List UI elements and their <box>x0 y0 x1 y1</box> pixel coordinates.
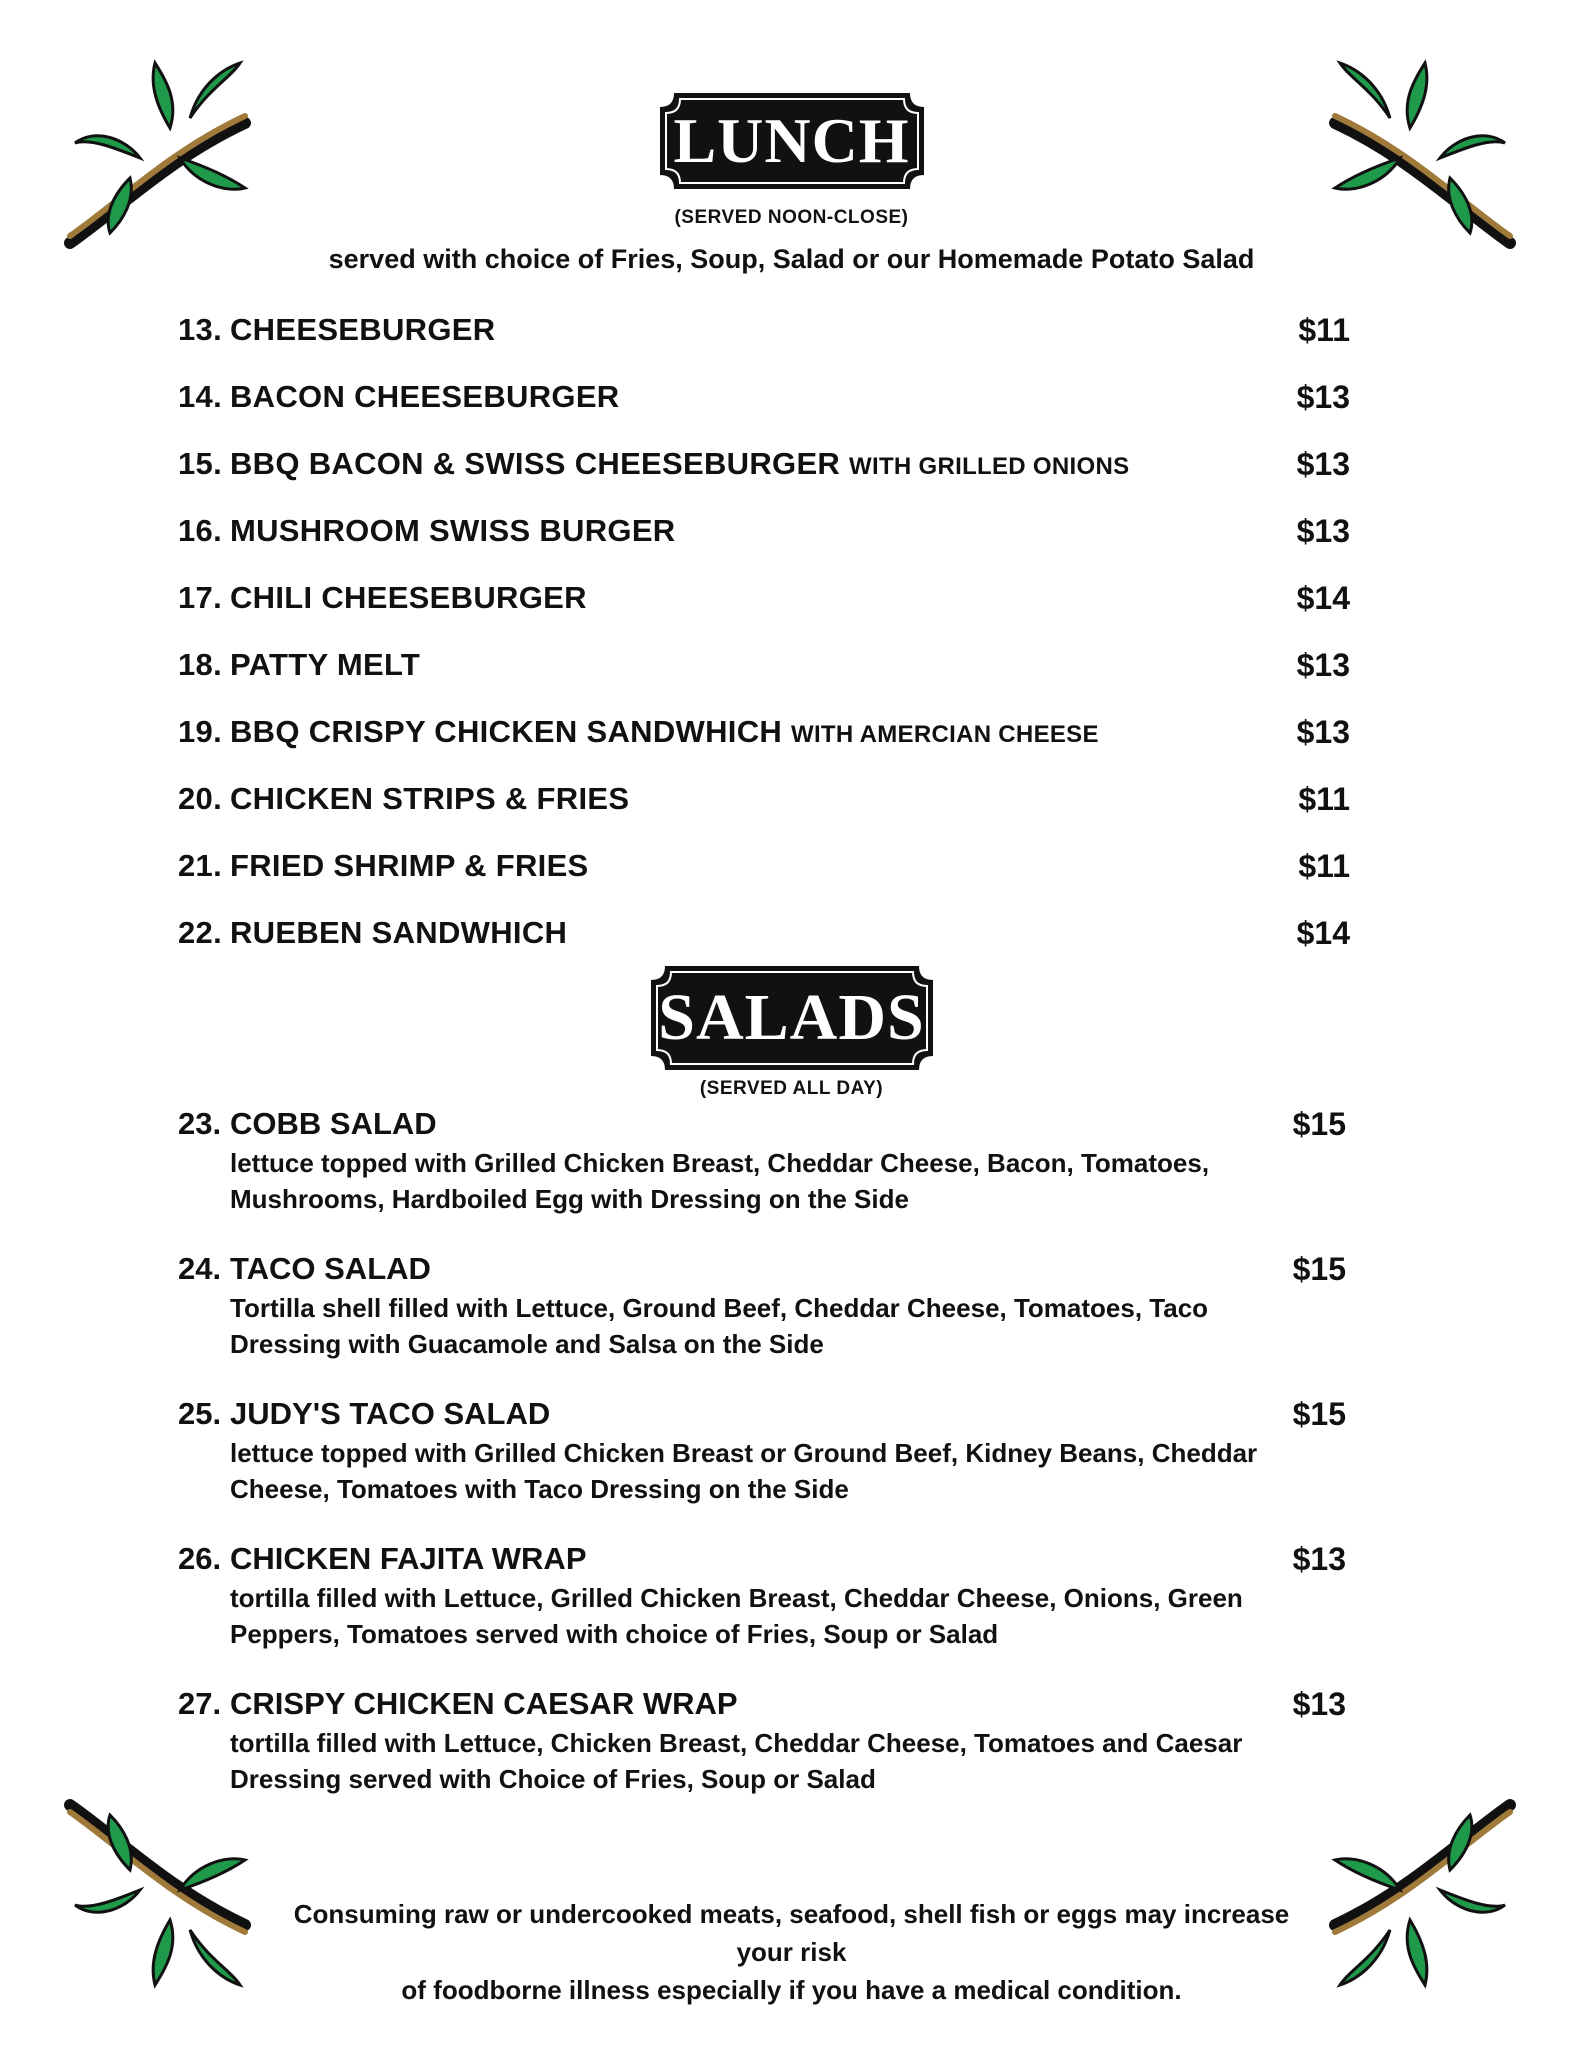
lunch-title: LUNCH <box>673 105 910 176</box>
item-title: TACO SALAD <box>230 1251 431 1286</box>
item-price: $13 <box>1296 378 1350 415</box>
salad-item-header <box>178 1103 1350 1145</box>
salad-item-description: tortilla filled with Lettuce, Chicken Breast, Cheddar Cheese, Tomatoes and Caesar Dressing served with Choice of Fries, Soup or Salad <box>230 1728 1243 1794</box>
item-number: 13. <box>178 312 222 347</box>
item-title: BBQ BACON & SWISS CHEESEBURGER <box>230 446 841 481</box>
salad-item-description: Tortilla shell filled with Lettuce, Ground Beef, Cheddar Cheese, Tomatoes, Taco Dressing with Guacamole and Salsa on the Side <box>230 1293 1209 1359</box>
salads-served-note: (SERVED ALL DAY) <box>699 1078 884 1099</box>
lunch-item <box>178 575 1350 621</box>
item-extra: WITH AMERCIAN CHEESE <box>791 721 1099 748</box>
item-number: 19. <box>178 714 222 749</box>
item-number: 24. <box>178 1251 222 1286</box>
item-number: 25. <box>178 1396 222 1431</box>
item-price: $13 <box>1296 445 1350 482</box>
lunch-item <box>178 709 1350 755</box>
item-extra: WITH GRILLED ONIONS <box>849 453 1130 480</box>
salads-title: SALADS <box>658 981 925 1054</box>
item-title: RUEBEN SANDWHICH <box>230 915 568 950</box>
item-price: $11 <box>1298 847 1350 884</box>
item-price: $11 <box>1298 311 1350 348</box>
lunch-item <box>178 508 1350 554</box>
item-title: BACON CHEESEBURGER <box>230 379 620 414</box>
item-price: $11 <box>1298 780 1350 817</box>
salad-item-name <box>178 1396 550 1432</box>
item-price: $13 <box>1296 646 1350 683</box>
item-title: BBQ CRISPY CHICKEN SANDWHICH <box>230 714 783 749</box>
branch-bottom-left <box>60 1790 260 1990</box>
lunch-item-name <box>178 580 587 616</box>
salad-item <box>178 1393 1350 1507</box>
item-title: JUDY'S TACO SALAD <box>230 1396 551 1431</box>
lunch-item <box>178 843 1350 889</box>
salad-item-header <box>178 1248 1350 1290</box>
item-number: 17. <box>178 580 222 615</box>
salad-item-header <box>178 1683 1350 1725</box>
lunch-item <box>178 374 1350 420</box>
lunch-banner <box>660 93 924 189</box>
item-title: CHICKEN FAJITA WRAP <box>230 1541 587 1576</box>
item-number: 23. <box>178 1106 222 1141</box>
item-title: MUSHROOM SWISS BURGER <box>230 513 676 548</box>
lunch-item-name <box>178 848 589 884</box>
salad-item-name <box>178 1686 738 1722</box>
lunch-item <box>178 910 1350 956</box>
item-number: 21. <box>178 848 222 883</box>
lunch-subline: served with choice of Fries, Soup, Salad or our Homemade Potato Salad <box>328 244 1255 274</box>
lunch-item <box>178 441 1350 487</box>
item-price: $15 <box>1292 1250 1346 1287</box>
salad-item <box>178 1683 1350 1797</box>
lunch-item-name <box>178 446 1129 482</box>
item-number: 27. <box>178 1686 222 1721</box>
item-number: 15. <box>178 446 222 481</box>
notice-line-1: Consuming raw or undercooked meats, seafood, shell fish or eggs may increase your risk <box>293 1899 1290 1967</box>
lunch-item-name <box>178 781 629 817</box>
item-number: 18. <box>178 647 222 682</box>
item-title: CHILI CHEESEBURGER <box>230 580 587 615</box>
item-price: $15 <box>1292 1105 1346 1142</box>
item-title: CRISPY CHICKEN CAESAR WRAP <box>230 1686 738 1721</box>
lunch-item-name <box>178 312 495 348</box>
lunch-item-name <box>178 513 675 549</box>
item-price: $13 <box>1292 1540 1346 1577</box>
lunch-item <box>178 642 1350 688</box>
item-price: $14 <box>1296 914 1350 951</box>
item-number: 14. <box>178 379 222 414</box>
salad-item-name <box>178 1251 431 1287</box>
lunch-item-name <box>178 379 620 415</box>
item-title: CHICKEN STRIPS & FRIES <box>230 781 630 816</box>
item-number: 22. <box>178 915 222 950</box>
lunch-item-name <box>178 647 420 683</box>
lunch-item <box>178 307 1350 353</box>
item-price: $13 <box>1292 1685 1346 1722</box>
item-number: 16. <box>178 513 222 548</box>
item-title: CHEESEBURGER <box>230 312 496 347</box>
lunch-served-note: (SERVED NOON-CLOSE) <box>674 207 909 228</box>
salads-banner <box>651 966 933 1070</box>
salad-item-description: lettuce topped with Grilled Chicken Breast, Cheddar Cheese, Bacon, Tomatoes, Mushrooms, Hardboiled Egg with Dressing on the Side <box>230 1148 1210 1214</box>
salad-item-header <box>178 1538 1350 1580</box>
olive-branch-icon <box>1320 1790 1520 1990</box>
item-title: COBB SALAD <box>230 1106 437 1141</box>
salad-item-description: tortilla filled with Lettuce, Grilled Chicken Breast, Cheddar Cheese, Onions, Green Peppers, Tomatoes served with choice of Fries, Soup or Salad <box>230 1583 1243 1649</box>
lunch-item <box>178 776 1350 822</box>
salad-item-header <box>178 1393 1350 1435</box>
salad-item <box>178 1248 1350 1362</box>
olive-branch-icon <box>60 1790 260 1990</box>
item-number: 26. <box>178 1541 222 1576</box>
food-safety-notice <box>290 1895 1293 2009</box>
salad-item-name <box>178 1106 437 1142</box>
salad-item-name <box>178 1541 587 1577</box>
notice-line-2: of foodborne illness especially if you have a medical condition. <box>401 1975 1182 2005</box>
item-number: 20. <box>178 781 222 816</box>
salad-item-description: lettuce topped with Grilled Chicken Breast or Ground Beef, Kidney Beans, Cheddar Cheese, Tomatoes with Taco Dressing on the Side <box>230 1438 1258 1504</box>
lunch-item-name <box>178 714 1099 750</box>
item-title: FRIED SHRIMP & FRIES <box>230 848 589 883</box>
salad-item <box>178 1103 1350 1217</box>
item-title: PATTY MELT <box>230 647 421 682</box>
salad-item <box>178 1538 1350 1652</box>
branch-bottom-right <box>1320 1790 1520 1990</box>
item-price: $13 <box>1296 512 1350 549</box>
item-price: $14 <box>1296 579 1350 616</box>
item-price: $13 <box>1296 713 1350 750</box>
lunch-item-name <box>178 915 567 951</box>
item-price: $15 <box>1292 1395 1346 1432</box>
